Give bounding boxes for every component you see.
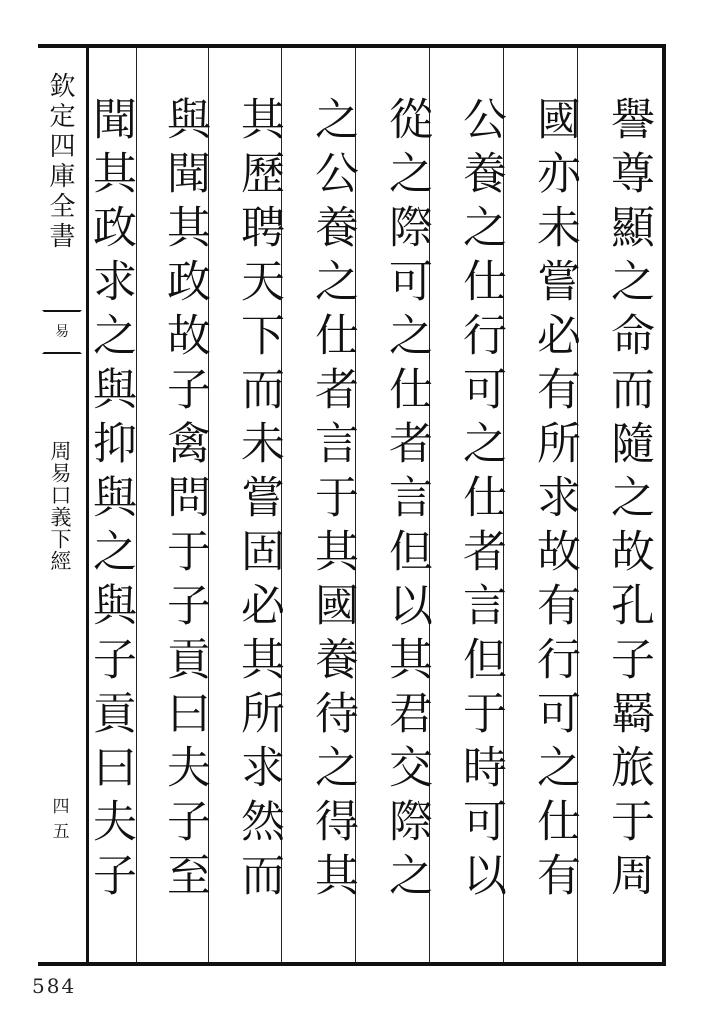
- text-column-5: 之公養之仕者言于其國養待之得其: [307, 96, 358, 906]
- page-number: 584: [32, 974, 77, 998]
- frame-right-line: [662, 44, 666, 966]
- text-column-4: 從之際可之仕者言但以其君交際之: [381, 96, 432, 906]
- leaf-number: 四五: [52, 797, 68, 842]
- frame-top-line: [38, 44, 666, 48]
- text-column-2: 國亦未嘗必有所求故有行可之仕有: [529, 96, 580, 906]
- text-column-7: 與聞其政故子禽問于子貢曰夫子至: [159, 96, 210, 906]
- text-column-6: 其歷聘天下而未嘗固必其所求然而: [233, 96, 284, 906]
- section-title: 周易口義下經: [48, 440, 72, 572]
- text-column-3: 公養之仕行可之仕者言但于時可以: [455, 96, 506, 906]
- book-title: 欽定四庫全書: [45, 72, 75, 252]
- frame-bottom-line: [38, 962, 666, 966]
- text-column-1: 譽尊顯之命而隨之故孔子羇旅于周: [603, 96, 654, 906]
- volume-mark: 易: [42, 310, 82, 354]
- text-column-8: 聞其政求之與抑與之與子貢曰夫子: [85, 96, 136, 906]
